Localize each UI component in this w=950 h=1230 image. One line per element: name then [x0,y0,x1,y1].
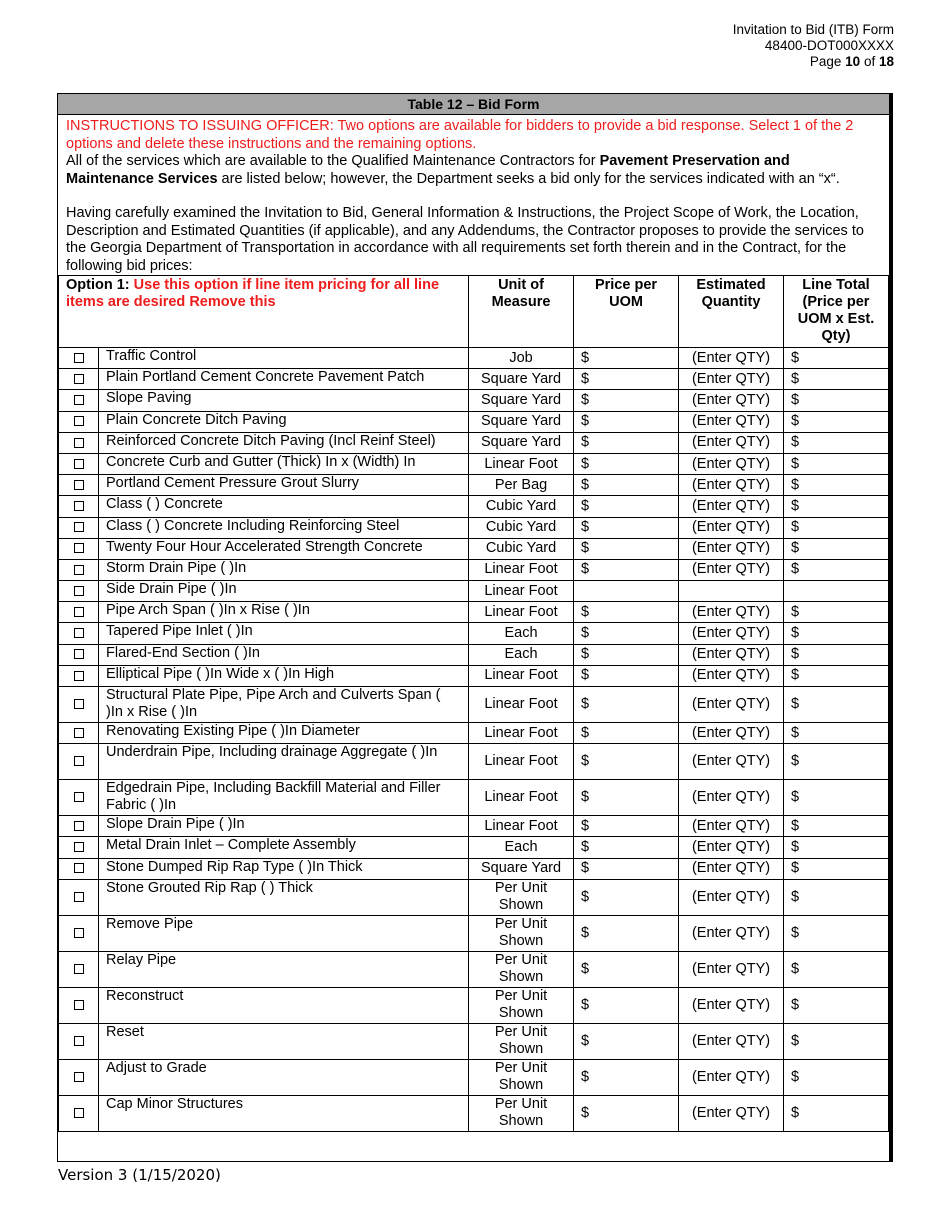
line-item-checkbox-cell[interactable] [59,644,99,665]
line-item-total[interactable]: $ [784,816,889,837]
checkbox-icon[interactable] [74,728,84,738]
table-row [59,987,889,1023]
line-item-uom: Cubic Yard [469,538,574,559]
qty-header: Estimated Quantity [679,276,784,348]
line-item-price[interactable]: $ [574,1059,679,1095]
line-item-checkbox-cell[interactable] [59,665,99,686]
table-row [59,687,889,723]
table-row [59,453,889,474]
line-item-total[interactable]: $ [784,644,889,665]
line-item-total[interactable]: $ [784,858,889,879]
line-item-uom: Linear Foot [469,687,574,723]
table-row [59,879,889,915]
checkbox-icon[interactable] [74,792,84,802]
page-number: Page 10 of 18 [809,54,894,69]
line-item-name: Edgedrain Pipe, Including Backfill Material and Filler Fabric ( )In [99,780,469,816]
checkbox-icon[interactable] [74,607,84,617]
line-item-name: Traffic Control [99,348,469,369]
line-item-price[interactable]: $ [574,538,679,559]
checkbox-icon[interactable] [74,892,84,902]
line-item-checkbox-cell[interactable] [59,1023,99,1059]
line-item-uom: Per Unit Shown [469,1095,574,1131]
line-item-qty[interactable]: (Enter QTY) [679,723,784,744]
line-item-name: Side Drain Pipe ( )In [99,581,469,602]
line-item-uom: Cubic Yard [469,496,574,517]
services-name: Pavement Preservation and Maintenance Services [66,153,790,187]
line-item-total[interactable] [784,581,889,602]
checkbox-icon[interactable] [74,438,84,448]
line-item-name: Renovating Existing Pipe ( )In Diameter [99,723,469,744]
table-row [59,581,889,602]
line-item-checkbox-cell[interactable] [59,837,99,858]
line-item-qty[interactable]: (Enter QTY) [679,744,784,780]
line-item-uom: Per Unit Shown [469,879,574,915]
officer-instructions: INSTRUCTIONS TO ISSUING OFFICER: Two options are available for bidders to provide a bid response. Select 1 of the 2 options and delete these instructions and the remaining options. [66,118,854,152]
line-item-total[interactable]: $ [784,951,889,987]
table-row [59,644,889,665]
line-item-total[interactable]: $ [784,390,889,411]
line-item-checkbox-cell[interactable] [59,390,99,411]
line-item-checkbox-cell[interactable] [59,432,99,453]
line-item-uom: Per Unit Shown [469,987,574,1023]
line-item-price[interactable]: $ [574,687,679,723]
line-item-total[interactable]: $ [784,411,889,432]
table-row [59,623,889,644]
line-item-total[interactable]: $ [784,432,889,453]
line-item-uom: Linear Foot [469,744,574,780]
line-item-price[interactable]: $ [574,623,679,644]
line-item-name: Storm Drain Pipe ( )In [99,559,469,580]
line-item-checkbox-cell[interactable] [59,559,99,580]
line-item-name: Stone Grouted Rip Rap ( ) Thick [99,879,469,915]
line-item-total[interactable]: $ [784,496,889,517]
line-item-qty[interactable]: (Enter QTY) [679,1059,784,1095]
line-item-name: Plain Concrete Ditch Paving [99,411,469,432]
line-item-name: Cap Minor Structures [99,1095,469,1131]
line-item-price[interactable]: $ [574,602,679,623]
line-item-total[interactable]: $ [784,879,889,915]
table-row [59,723,889,744]
line-item-qty[interactable]: (Enter QTY) [679,1023,784,1059]
line-item-total[interactable]: $ [784,915,889,951]
line-item-total[interactable]: $ [784,348,889,369]
line-item-qty[interactable]: (Enter QTY) [679,644,784,665]
checkbox-icon[interactable] [74,459,84,469]
line-item-checkbox-cell[interactable] [59,348,99,369]
line-item-qty[interactable]: (Enter QTY) [679,837,784,858]
line-item-uom: Each [469,644,574,665]
line-item-name: Stone Dumped Rip Rap Type ( )In Thick [99,858,469,879]
line-item-qty[interactable]: (Enter QTY) [679,496,784,517]
checkbox-icon[interactable] [74,374,84,384]
checkbox-icon[interactable] [74,543,84,553]
line-item-uom: Job [469,348,574,369]
line-item-total[interactable]: $ [784,453,889,474]
line-item-total[interactable]: $ [784,780,889,816]
table-row [59,1059,889,1095]
line-item-uom: Cubic Yard [469,517,574,538]
line-item-checkbox-cell[interactable] [59,987,99,1023]
line-item-qty[interactable]: (Enter QTY) [679,432,784,453]
checkbox-icon[interactable] [74,842,84,852]
line-item-uom: Linear Foot [469,581,574,602]
table-row [59,559,889,580]
line-item-uom: Per Unit Shown [469,1023,574,1059]
line-item-uom: Each [469,837,574,858]
table-row [59,517,889,538]
line-item-qty[interactable]: (Enter QTY) [679,602,784,623]
line-item-price[interactable]: $ [574,780,679,816]
line-item-total[interactable]: $ [784,665,889,686]
line-item-checkbox-cell[interactable] [59,496,99,517]
line-item-qty[interactable] [679,581,784,602]
line-item-name: Class ( ) Concrete Including Reinforcing Steel [99,517,469,538]
line-item-qty[interactable]: (Enter QTY) [679,665,784,686]
table-row [59,432,889,453]
line-item-checkbox-cell[interactable] [59,816,99,837]
table-row [59,411,889,432]
table-row [59,858,889,879]
line-item-checkbox-cell[interactable] [59,780,99,816]
line-item-name: Class ( ) Concrete [99,496,469,517]
line-item-qty[interactable]: (Enter QTY) [679,987,784,1023]
line-item-total[interactable]: $ [784,837,889,858]
line-item-checkbox-cell[interactable] [59,879,99,915]
line-item-total[interactable]: $ [784,744,889,780]
checkbox-icon[interactable] [74,1108,84,1118]
line-item-name: Relay Pipe [99,951,469,987]
line-item-qty[interactable]: (Enter QTY) [679,475,784,496]
line-item-price[interactable]: $ [574,496,679,517]
line-item-price[interactable]: $ [574,744,679,780]
checkbox-icon[interactable] [74,628,84,638]
line-item-uom: Linear Foot [469,816,574,837]
line-item-total[interactable]: $ [784,369,889,390]
line-item-checkbox-cell[interactable] [59,687,99,723]
table-row [59,602,889,623]
line-item-qty[interactable]: (Enter QTY) [679,858,784,879]
line-item-name: Metal Drain Inlet – Complete Assembly [99,837,469,858]
line-item-total[interactable]: $ [784,1095,889,1131]
line-item-checkbox-cell[interactable] [59,744,99,780]
line-item-checkbox-cell[interactable] [59,1059,99,1095]
line-item-total[interactable]: $ [784,559,889,580]
line-item-qty[interactable]: (Enter QTY) [679,348,784,369]
line-item-name: Remove Pipe [99,915,469,951]
line-item-price[interactable]: $ [574,1095,679,1131]
checkbox-icon[interactable] [74,501,84,511]
line-item-name: Flared-End Section ( )In [99,644,469,665]
line-item-price[interactable]: $ [574,517,679,538]
line-item-price[interactable]: $ [574,723,679,744]
line-item-uom: Square Yard [469,411,574,432]
line-item-uom: Square Yard [469,390,574,411]
line-item-uom: Linear Foot [469,453,574,474]
line-item-price[interactable]: $ [574,879,679,915]
line-item-qty[interactable]: (Enter QTY) [679,559,784,580]
line-item-price[interactable]: $ [574,837,679,858]
line-item-name: Reconstruct [99,987,469,1023]
line-item-uom: Each [469,623,574,644]
checkbox-icon[interactable] [74,1000,84,1010]
line-item-uom: Per Unit Shown [469,951,574,987]
table-header-row [59,276,889,348]
table-row [59,744,889,780]
line-item-checkbox-cell[interactable] [59,915,99,951]
checkbox-icon[interactable] [74,699,84,709]
price-header: Price per UOM [574,276,679,348]
intro-text [58,115,889,275]
checkbox-icon[interactable] [74,671,84,681]
line-item-price[interactable]: $ [574,432,679,453]
line-item-total[interactable]: $ [784,602,889,623]
line-item-checkbox-cell[interactable] [59,538,99,559]
checkbox-icon[interactable] [74,395,84,405]
page-header [733,22,894,70]
line-item-price[interactable] [574,581,679,602]
line-item-total[interactable]: $ [784,538,889,559]
line-item-total[interactable]: $ [784,687,889,723]
line-item-price[interactable]: $ [574,665,679,686]
line-item-price[interactable]: $ [574,348,679,369]
checkbox-icon[interactable] [74,1072,84,1082]
line-item-total[interactable]: $ [784,517,889,538]
line-item-qty[interactable]: (Enter QTY) [679,390,784,411]
checkbox-icon[interactable] [74,964,84,974]
line-item-price[interactable]: $ [574,816,679,837]
line-item-qty[interactable]: (Enter QTY) [679,687,784,723]
line-item-name: Underdrain Pipe, Including drainage Aggregate ( )In [99,744,469,780]
checkbox-icon[interactable] [74,416,84,426]
line-item-qty[interactable]: (Enter QTY) [679,411,784,432]
line-item-checkbox-cell[interactable] [59,1095,99,1131]
checkbox-icon[interactable] [74,863,84,873]
line-item-price[interactable]: $ [574,915,679,951]
line-item-qty[interactable]: (Enter QTY) [679,879,784,915]
line-item-price[interactable]: $ [574,453,679,474]
line-item-name: Slope Paving [99,390,469,411]
line-item-checkbox-cell[interactable] [59,723,99,744]
line-item-name: Twenty Four Hour Accelerated Strength Concrete [99,538,469,559]
page-current: 10 [845,54,861,69]
line-item-total[interactable]: $ [784,1059,889,1095]
line-item-uom: Square Yard [469,369,574,390]
table-row [59,1023,889,1059]
line-item-checkbox-cell[interactable] [59,858,99,879]
line-item-price[interactable]: $ [574,559,679,580]
line-item-uom: Linear Foot [469,723,574,744]
line-item-uom: Square Yard [469,858,574,879]
line-item-uom: Per Bag [469,475,574,496]
line-item-price[interactable]: $ [574,390,679,411]
line-item-name: Plain Portland Cement Concrete Pavement Patch [99,369,469,390]
line-item-price[interactable]: $ [574,644,679,665]
option-instruction: Use this option if line item pricing for all line items are desired Remove this [66,277,440,310]
line-item-uom: Per Unit Shown [469,915,574,951]
services-paragraph: All of the services which are available to the Qualified Maintenance Contractors for Pavement Preservation and Maintenance Services are listed below; however, the Department seeks a bid only for the services indicated with an “x“. [66,153,840,187]
line-item-checkbox-cell[interactable] [59,602,99,623]
line-item-price[interactable]: $ [574,987,679,1023]
table-row [59,665,889,686]
option-header: Option 1: Use this option if line item pricing for all line items are desired Remove this [59,276,469,348]
table-row [59,538,889,559]
version-footer: Version 3 (1/15/2020) [58,1166,221,1184]
line-item-qty[interactable]: (Enter QTY) [679,517,784,538]
line-item-total[interactable]: $ [784,1023,889,1059]
total-header: Line Total (Price per UOM x Est. Qty) [784,276,889,348]
line-item-price[interactable]: $ [574,858,679,879]
line-item-name: Reinforced Concrete Ditch Paving (Incl Reinf Steel) [99,432,469,453]
checkbox-icon[interactable] [74,821,84,831]
table-title: Table 12 – Bid Form [58,94,889,115]
line-item-name: Elliptical Pipe ( )In Wide x ( )In High [99,665,469,686]
bid-table [58,275,889,1132]
checkbox-icon[interactable] [74,756,84,766]
checkbox-icon[interactable] [74,649,84,659]
line-item-qty[interactable]: (Enter QTY) [679,780,784,816]
examined-paragraph: Having carefully examined the Invitation to Bid, General Information & Instructions, the Project Scope of Work, the Location, Description and Estimated Quantities (if applicable), and any Addendums, the Contractor proposes to provide the services to the Georgia Department of Transportation in accordance with all requirements set forth therein and in the Contract, for the following bid prices: [66,205,864,274]
table-row [59,915,889,951]
line-item-name: Slope Drain Pipe ( )In [99,816,469,837]
line-item-checkbox-cell[interactable] [59,517,99,538]
bid-form-box [57,93,893,1162]
line-item-total[interactable]: $ [784,987,889,1023]
table-row [59,816,889,837]
line-item-price[interactable]: $ [574,369,679,390]
checkbox-icon[interactable] [74,565,84,575]
table-row [59,369,889,390]
line-item-name: Structural Plate Pipe, Pipe Arch and Culverts Span ( )In x Rise ( )In [99,687,469,723]
line-item-qty[interactable]: (Enter QTY) [679,623,784,644]
line-item-price[interactable]: $ [574,951,679,987]
line-item-total[interactable]: $ [784,623,889,644]
line-item-uom: Linear Foot [469,602,574,623]
line-item-uom: Linear Foot [469,559,574,580]
line-item-qty[interactable]: (Enter QTY) [679,369,784,390]
checkbox-icon[interactable] [74,586,84,596]
line-item-price[interactable]: $ [574,1023,679,1059]
form-title: Invitation to Bid (ITB) Form [732,22,894,37]
checkbox-icon[interactable] [74,928,84,938]
line-item-uom: Linear Foot [469,665,574,686]
line-item-price[interactable]: $ [574,475,679,496]
table-row [59,837,889,858]
line-item-uom: Linear Foot [469,780,574,816]
line-item-checkbox-cell[interactable] [59,581,99,602]
line-item-uom: Square Yard [469,432,574,453]
line-item-name: Pipe Arch Span ( )In x Rise ( )In [99,602,469,623]
checkbox-icon[interactable] [74,353,84,363]
line-item-checkbox-cell[interactable] [59,951,99,987]
line-item-total[interactable]: $ [784,475,889,496]
line-item-qty[interactable]: (Enter QTY) [679,1095,784,1131]
line-item-name: Portland Cement Pressure Grout Slurry [99,475,469,496]
table-row [59,780,889,816]
table-row [59,348,889,369]
line-item-qty[interactable]: (Enter QTY) [679,538,784,559]
line-item-name: Reset [99,1023,469,1059]
checkbox-icon[interactable] [74,1036,84,1046]
line-item-qty[interactable]: (Enter QTY) [679,915,784,951]
checkbox-icon[interactable] [74,480,84,490]
line-item-checkbox-cell[interactable] [59,369,99,390]
table-row [59,475,889,496]
line-item-qty[interactable]: (Enter QTY) [679,816,784,837]
line-item-name: Concrete Curb and Gutter (Thick) In x (Width) In [99,453,469,474]
line-item-qty[interactable]: (Enter QTY) [679,453,784,474]
table-row [59,951,889,987]
form-number: 48400-DOT000XXXX [764,38,894,53]
checkbox-icon[interactable] [74,522,84,532]
page-total: 18 [878,54,894,69]
line-item-uom: Per Unit Shown [469,1059,574,1095]
line-item-name: Tapered Pipe Inlet ( )In [99,623,469,644]
line-item-checkbox-cell[interactable] [59,475,99,496]
table-row [59,496,889,517]
line-item-checkbox-cell[interactable] [59,623,99,644]
line-item-name: Adjust to Grade [99,1059,469,1095]
table-row [59,1095,889,1131]
line-item-qty[interactable]: (Enter QTY) [679,951,784,987]
table-row [59,390,889,411]
line-item-checkbox-cell[interactable] [59,453,99,474]
line-item-total[interactable]: $ [784,723,889,744]
line-item-checkbox-cell[interactable] [59,411,99,432]
line-item-price[interactable]: $ [574,411,679,432]
uom-header: Unit of Measure [469,276,574,348]
